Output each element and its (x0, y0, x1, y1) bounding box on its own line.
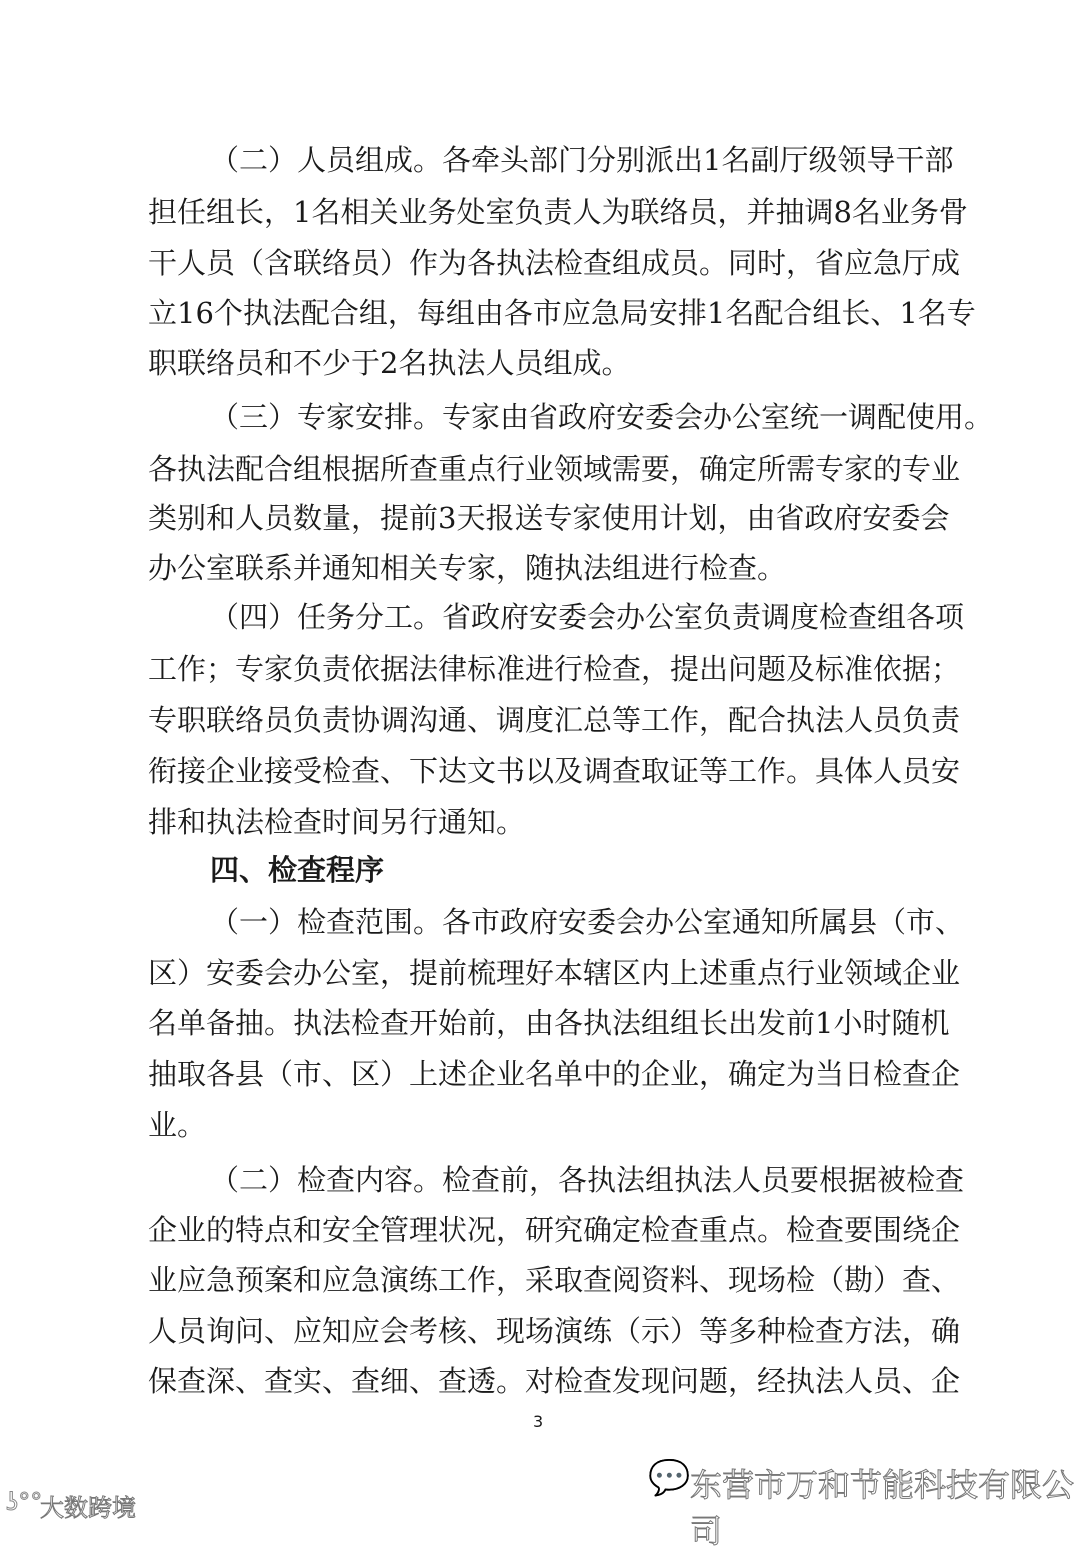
logo-icon: ʖ°° (6, 1488, 43, 1516)
text-line: 工作；专家负责依据法律标准进行检查，提出问题及标准依据； (148, 652, 961, 686)
text-line: 办公室联系并通知相关专家，随执法组进行检查。 (148, 551, 787, 585)
text-line: （一）检查范围。各市政府安委会办公室通知所属县（市、 (210, 905, 965, 939)
text-line: 名单备抽。执法检查开始前，由各执法组组长出发前1小时随机 (148, 1006, 950, 1040)
text-line: （二）人员组成。各牵头部门分别派出1名副厅级领导干部 (210, 143, 954, 177)
watermark-company: 东营市万和节能科技有限公司 (690, 1466, 1075, 1550)
text-line: 立16个执法配合组，每组由各市应急局安排1名配合组长、1名专 (148, 296, 976, 330)
text-line: 业应急预案和应急演练工作，采取查阅资料、现场检（勘）查、 (148, 1263, 961, 1297)
text-line: 衔接企业接受检查、下达文书以及调查取证等工作。具体人员安 (148, 754, 961, 788)
watermark-brand: 大数跨境 (40, 1494, 136, 1522)
wechat-icon: 💬 (648, 1458, 691, 1498)
text-line: 企业的特点和安全管理状况，研究确定检查重点。检查要围绕企 (148, 1213, 961, 1247)
text-line: 职联络员和不少于2名执法人员组成。 (148, 346, 631, 380)
text-line: 人员询问、应知应会考核、现场演练（示）等多种检查方法，确 (148, 1314, 961, 1348)
text-line: 抽取各县（市、区）上述企业名单中的企业，确定为当日检查企 (148, 1057, 961, 1091)
text-line: 区）安委会办公室，提前梳理好本辖区内上述重点行业领域企业 (148, 956, 961, 990)
text-line: 干人员（含联络员）作为各执法检查组成员。同时，省应急厅成 (148, 246, 961, 280)
section-heading: 四、检查程序 (210, 853, 385, 887)
text-line: 担任组长，1名相关业务处室负责人为联络员，并抽调8名业务骨 (148, 195, 968, 229)
text-line: （二）检查内容。检查前，各执法组执法人员要根据被检查 (210, 1163, 965, 1197)
text-line: 业。 (148, 1108, 207, 1142)
text-line: （三）专家安排。专家由省政府安委会办公室统一调配使用。 (210, 400, 994, 434)
page-number: 3 (533, 1412, 544, 1431)
text-line: （四）任务分工。省政府安委会办公室负责调度检查组各项 (210, 600, 965, 634)
text-line: 各执法配合组根据所查重点行业领域需要，确定所需专家的专业 (148, 452, 961, 486)
text-line: 保查深、查实、查细、查透。对检查发现问题，经执法人员、企 (148, 1364, 961, 1398)
text-line: 类别和人员数量，提前3天报送专家使用计划，由省政府安委会 (148, 501, 950, 535)
text-line: 专职联络员负责协调沟通、调度汇总等工作，配合执法人员负责 (148, 703, 961, 737)
text-line: 排和执法检查时间另行通知。 (148, 805, 526, 839)
